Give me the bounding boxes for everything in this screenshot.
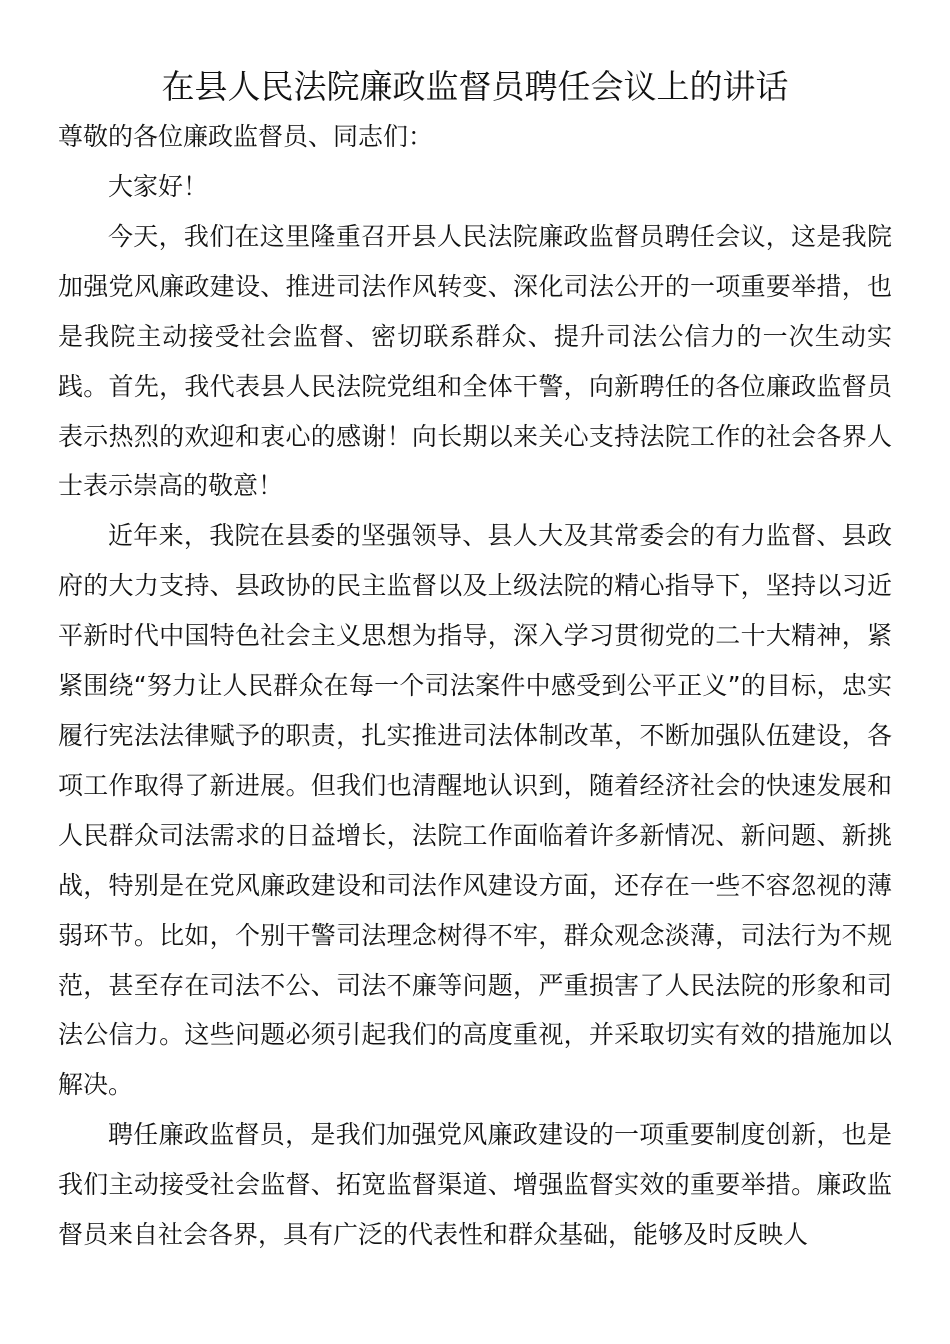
paragraph-background: 近年来，我院在县委的坚强领导、县人大及其常委会的有力监督、县政府的大力支持、县政协的民主监督以及上级法院的精心指导下，坚持以习近平新时代中国特色社会主义思想为指导，深入学习贯彻党的二十大精神，紧紧围绕“努力让人民群众在每一个司法案件中感受到公平正义”的目标，忠实履行宪法法律赋予的职责，扎实推进司法体制改革，不断加强队伍建设，各项工作取得了新进展。但我们也清醒地认识到，随着经济社会的快速发展和人民群众司法需求的日益增长，法院工作面临着许多新情况、新问题、新挑战，特别是在党风廉政建设和司法作风建设方面，还存在一些不容忽视的薄弱环节。比如，个别干警司法理念树得不牢，群众观念淡薄，司法行为不规范，甚至存在司法不公、司法不廉等问题，严重损害了人民法院的形象和司法公信力。这些问题必须引起我们的高度重视，并采取切实有效的措施加以解决。 xyxy=(58,521,892,1100)
document-page xyxy=(58,62,892,1260)
salutation: 尊敬的各位廉政监督员、同志们： xyxy=(58,122,434,151)
paragraph-opening: 今天，我们在这里隆重召开县人民法院廉政监督员聘任会议，这是我院加强党风廉政建设、推进司法作风转变、深化司法公开的一项重要举措，也是我院主动接受社会监督、密切联系群众、提升司法公信力的一次生动实践。首先，我代表县人民法院党组和全体干警，向新聘任的各位廉政监督员表示热烈的欢迎和衷心的感谢！向长期以来关心支持法院工作的社会各界人士表示崇高的敬意！ xyxy=(58,221,892,501)
paragraph-greeting: 大家好！ xyxy=(108,172,209,201)
paragraph-significance: 聘任廉政监督员，是我们加强党风廉政建设的一项重要制度创新，也是我们主动接受社会监督、拓宽监督渠道、增强监督实效的重要举措。廉政监督员来自社会各界，具有广泛的代表性和群众基础，能够及时反映人 xyxy=(58,1120,892,1250)
document-title: 在县人民法院廉政监督员聘任会议上的讲话 xyxy=(161,67,789,106)
